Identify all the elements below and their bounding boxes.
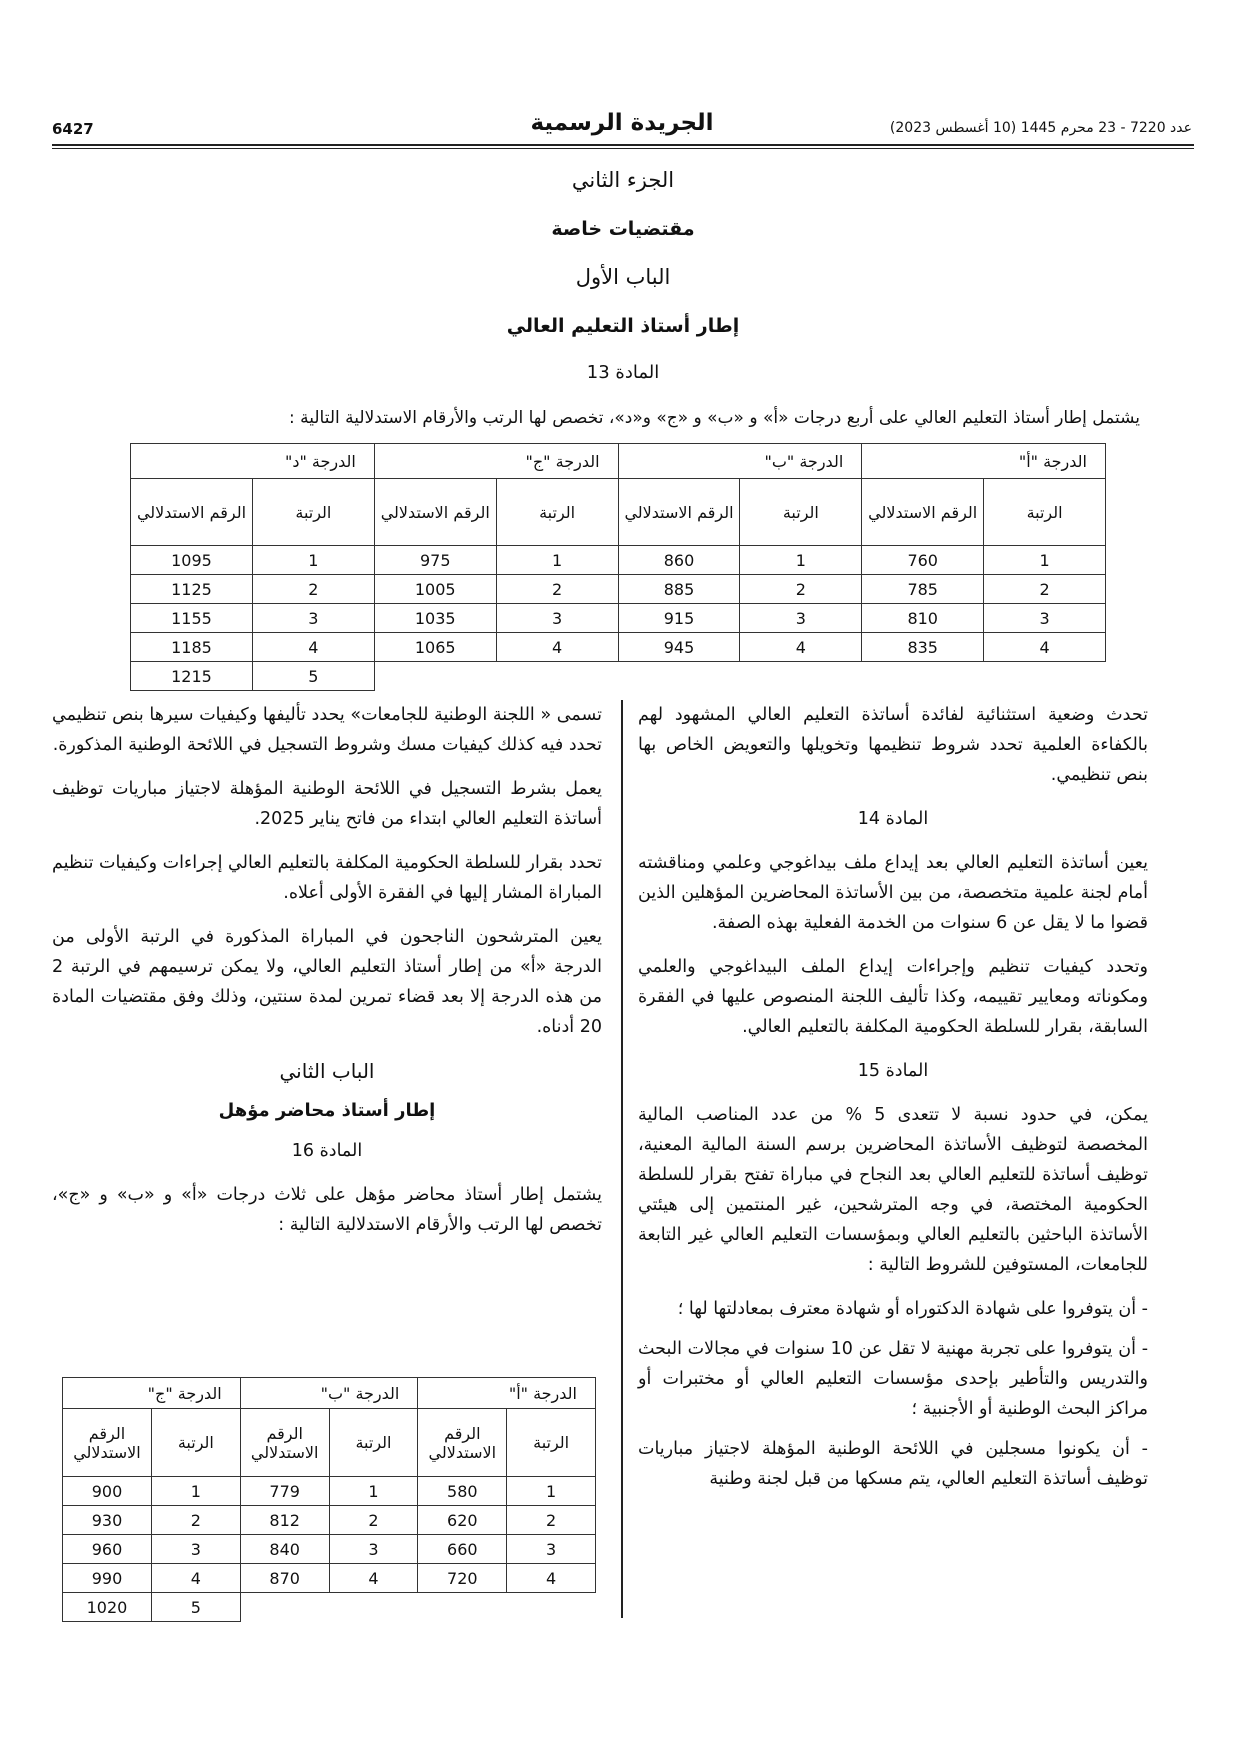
table-row (131, 604, 1106, 633)
table-cell: 975 (374, 546, 496, 575)
table-cell: 960 (63, 1535, 152, 1564)
table-cell: 1 (507, 1477, 596, 1506)
rank-header: الرتبة (329, 1409, 418, 1477)
empty-cell (618, 662, 740, 691)
index-header: الرقم الاستدلالي (418, 1409, 507, 1477)
index-header: الرقم الاستدلالي (240, 1409, 329, 1477)
grade-header: الدرجة "أ" (862, 444, 1106, 479)
table-cell: 885 (618, 575, 740, 604)
paragraph: يمكن، في حدود نسبة لا تتعدى 5 % من عدد المناصب المالية المخصصة لتوظيف الأساتذة المحاضرين برسم السنة المالية المعنية، توظيف أساتذة للتعليم العالي بعد النجاح في مباراة تفتح بقرار للسلطة الحكومية المختصة، في وجه المترشحين، غير المنتمين إلى هيئتي الأساتذة الباحثين بالتعليم العالي وبمؤسسات التعليم العالي غير التابعة للجامعات، المستوفين للشروط التالية : (638, 1105, 1148, 1275)
right-column (638, 700, 1148, 1504)
table-cell: 1005 (374, 575, 496, 604)
paragraph: يشتمل إطار أستاذ محاضر مؤهل على ثلاث درجات «أ» و «ب» و «ج»، تخصص لها الرتب والأرقام الاستدلالية التالية : (52, 1185, 602, 1235)
table-cell: 1 (984, 546, 1106, 575)
part-title: مقتضيات خاصة (551, 218, 695, 240)
paragraph: تحدث وضعية استثنائية لفائدة أساتذة التعليم العالي المشهود لهم بالكفاءة العلمية تحدد شروط تنظيمها وتخويلها والتعويض الخاص بها بنص تنظيمي. (638, 705, 1148, 785)
grade-header: الدرجة "ب" (240, 1378, 418, 1409)
table-cell: 4 (984, 633, 1106, 662)
table-row (131, 575, 1106, 604)
table-cell: 990 (63, 1564, 152, 1593)
grade-header: الدرجة "د" (131, 444, 375, 479)
empty-cell (740, 662, 862, 691)
rank-header: الرتبة (151, 1409, 240, 1477)
table-cell: 1 (740, 546, 862, 575)
table-cell: 945 (618, 633, 740, 662)
table-cell: 1020 (63, 1593, 152, 1622)
table-cell: 2 (984, 575, 1106, 604)
empty-cell (507, 1593, 596, 1622)
table-cell: 779 (240, 1477, 329, 1506)
grade-header: الدرجة "ج" (63, 1378, 241, 1409)
part-heading: الجزء الثاني (571, 168, 675, 192)
table-cell: 660 (418, 1535, 507, 1564)
table-row (131, 662, 1106, 691)
table-cell: 2 (496, 575, 618, 604)
article-13-text: يشتمل إطار أستاذ التعليم العالي على أربع درجات «أ» و «ب» و «ج» و«د»، تخصص لها الرتب والأرقام الاستدلالية التالية : (289, 408, 1140, 428)
table-cell: 2 (740, 575, 862, 604)
article-16-heading: المادة 16 (291, 1141, 363, 1161)
table-cell: 1 (151, 1477, 240, 1506)
table-cell: 2 (329, 1506, 418, 1535)
table-cell: 810 (862, 604, 984, 633)
grades-table-professor (130, 443, 1106, 691)
table-cell: 915 (618, 604, 740, 633)
paragraph: تسمى « اللجنة الوطنية للجامعات» يحدد تأليفها وكيفيات سيرها بنص تنظيمي تحدد فيه كذلك كيفيات مسك وشروط التسجيل في اللائحة الوطنية المذكورة. (52, 705, 602, 755)
table-cell: 580 (418, 1477, 507, 1506)
table-cell: 3 (984, 604, 1106, 633)
table-cell: 760 (862, 546, 984, 575)
table-cell: 2 (151, 1506, 240, 1535)
list-item: - أن يكونوا مسجلين في اللائحة الوطنية المؤهلة لاجتياز مباريات توظيف أساتذة التعليم العالي، يتم مسكها من قبل لجنة وطنية (638, 1439, 1148, 1489)
table-cell: 930 (63, 1506, 152, 1535)
index-header: الرقم الاستدلالي (374, 479, 496, 546)
gazette-title: الجريدة الرسمية (530, 110, 714, 136)
table-cell: 4 (496, 633, 618, 662)
page-header (52, 108, 1192, 148)
table-cell: 4 (329, 1564, 418, 1593)
article-14-heading: المادة 14 (857, 809, 929, 829)
page-number: 6427 (52, 120, 94, 138)
table-cell: 4 (252, 633, 374, 662)
empty-cell (418, 1593, 507, 1622)
grade-header: الدرجة "ج" (374, 444, 618, 479)
list-item: - أن يتوفروا على تجربة مهنية لا تقل عن 10 سنوات في مجالات البحث والتدريس والتأطير بإحدى مؤسسات التعليم العالي أو مختبرات أو مراكز البحث الوطنية أو الأجنبية ؛ (638, 1339, 1149, 1419)
paragraph: وتحدد كيفيات تنظيم وإجراءات إيداع الملف البيداغوجي والعلمي ومكوناته ومعايير تقييمه، وكذا تأليف اللجنة المنصوص عليها في الفقرة السابقة، بقرار للسلطة الحكومية المكلفة بالتعليم العالي. (638, 957, 1148, 1037)
table-cell: 860 (618, 546, 740, 575)
chapter-2-title: إطار أستاذ محاضر مؤهل (218, 1100, 436, 1121)
table-cell: 870 (240, 1564, 329, 1593)
table-cell: 812 (240, 1506, 329, 1535)
table-cell: 1215 (131, 662, 253, 691)
paragraph: تحدد بقرار للسلطة الحكومية المكلفة بالتعليم العالي إجراءات وكيفيات تنظيم المباراة المشار إليها في الفقرة الأولى أعلاه. (52, 853, 602, 903)
table-cell: 1 (496, 546, 618, 575)
table-row (63, 1477, 596, 1506)
article-15-heading: المادة 15 (857, 1061, 929, 1081)
empty-cell (496, 662, 618, 691)
paragraph: يعين أساتذة التعليم العالي بعد إيداع ملف بيداغوجي وعلمي ومناقشته أمام لجنة علمية متخصصة، من بين الأساتذة المحاضرين المؤهلين الذين قضوا ما لا يقل عن 6 سنوات من الخدمة الفعلية بهذه الصفة. (638, 853, 1148, 933)
table-cell: 1 (252, 546, 374, 575)
rank-header: الرتبة (740, 479, 862, 546)
table-cell: 840 (240, 1535, 329, 1564)
chapter-heading: الباب الأول (575, 265, 671, 289)
issue-info: عدد 7220 - 23 محرم 1445 (10 أغسطس 2023) (889, 120, 1192, 136)
table-cell: 4 (507, 1564, 596, 1593)
table-cell: 620 (418, 1506, 507, 1535)
index-header: الرقم الاستدلالي (131, 479, 253, 546)
table-cell: 1095 (131, 546, 253, 575)
table-cell: 5 (151, 1593, 240, 1622)
table-cell: 1155 (131, 604, 253, 633)
table-cell: 2 (507, 1506, 596, 1535)
table-cell: 1185 (131, 633, 253, 662)
empty-cell (984, 662, 1106, 691)
paragraph: يعمل بشرط التسجيل في اللائحة الوطنية المؤهلة لاجتياز مباريات توظيف أساتذة التعليم العالي ابتداء من فاتح يناير 2025. (52, 779, 602, 829)
table-row (63, 1535, 596, 1564)
grade-header: الدرجة "ب" (618, 444, 862, 479)
table-cell: 2 (252, 575, 374, 604)
rank-header: الرتبة (252, 479, 374, 546)
table-cell: 1065 (374, 633, 496, 662)
grades-table-lecturer (62, 1377, 596, 1622)
table-cell: 3 (151, 1535, 240, 1564)
grade-header: الدرجة "أ" (418, 1378, 596, 1409)
table-row (131, 546, 1106, 575)
chapter-2-heading: الباب الثاني (279, 1059, 375, 1083)
table-cell: 1125 (131, 575, 253, 604)
table-cell: 900 (63, 1477, 152, 1506)
table-cell: 835 (862, 633, 984, 662)
article-13-heading: المادة 13 (586, 362, 660, 383)
rank-header: الرتبة (984, 479, 1106, 546)
paragraph: يعين المترشحون الناجحون في المباراة المذكورة في الرتبة الأولى من الدرجة «أ» من إطار أستاذ التعليم العالي، ولا يمكن ترسيمهم في الرتبة 2 من هذه الدرجة إلا بعد قضاء تمرين لمدة سنتين، وذلك وفق مقتضيات المادة 20 أدناه. (52, 927, 602, 1037)
table-cell: 3 (740, 604, 862, 633)
index-header: الرقم الاستدلالي (63, 1409, 152, 1477)
header-rule (52, 144, 1194, 149)
table-cell: 3 (329, 1535, 418, 1564)
table-cell: 5 (252, 662, 374, 691)
column-divider (621, 700, 623, 1618)
list-item: - أن يتوفروا على شهادة الدكتوراه أو شهادة معترف بمعادلتها لها ؛ (677, 1299, 1148, 1319)
table-row (63, 1506, 596, 1535)
conditions-list (638, 1294, 1148, 1494)
table-cell: 785 (862, 575, 984, 604)
empty-cell (240, 1593, 329, 1622)
table-row (63, 1593, 596, 1622)
table-cell: 1 (329, 1477, 418, 1506)
empty-cell (862, 662, 984, 691)
table-row (63, 1564, 596, 1593)
index-header: الرقم الاستدلالي (618, 479, 740, 546)
rank-header: الرتبة (507, 1409, 596, 1477)
table-row (131, 633, 1106, 662)
table-cell: 3 (252, 604, 374, 633)
table-cell: 4 (151, 1564, 240, 1593)
left-column (52, 700, 602, 1254)
index-header: الرقم الاستدلالي (862, 479, 984, 546)
rank-header: الرتبة (496, 479, 618, 546)
chapter-title: إطار أستاذ التعليم العالي (506, 315, 740, 337)
table-cell: 720 (418, 1564, 507, 1593)
table-cell: 3 (496, 604, 618, 633)
table-cell: 4 (740, 633, 862, 662)
table-cell: 3 (507, 1535, 596, 1564)
empty-cell (329, 1593, 418, 1622)
empty-cell (374, 662, 496, 691)
table-cell: 1035 (374, 604, 496, 633)
